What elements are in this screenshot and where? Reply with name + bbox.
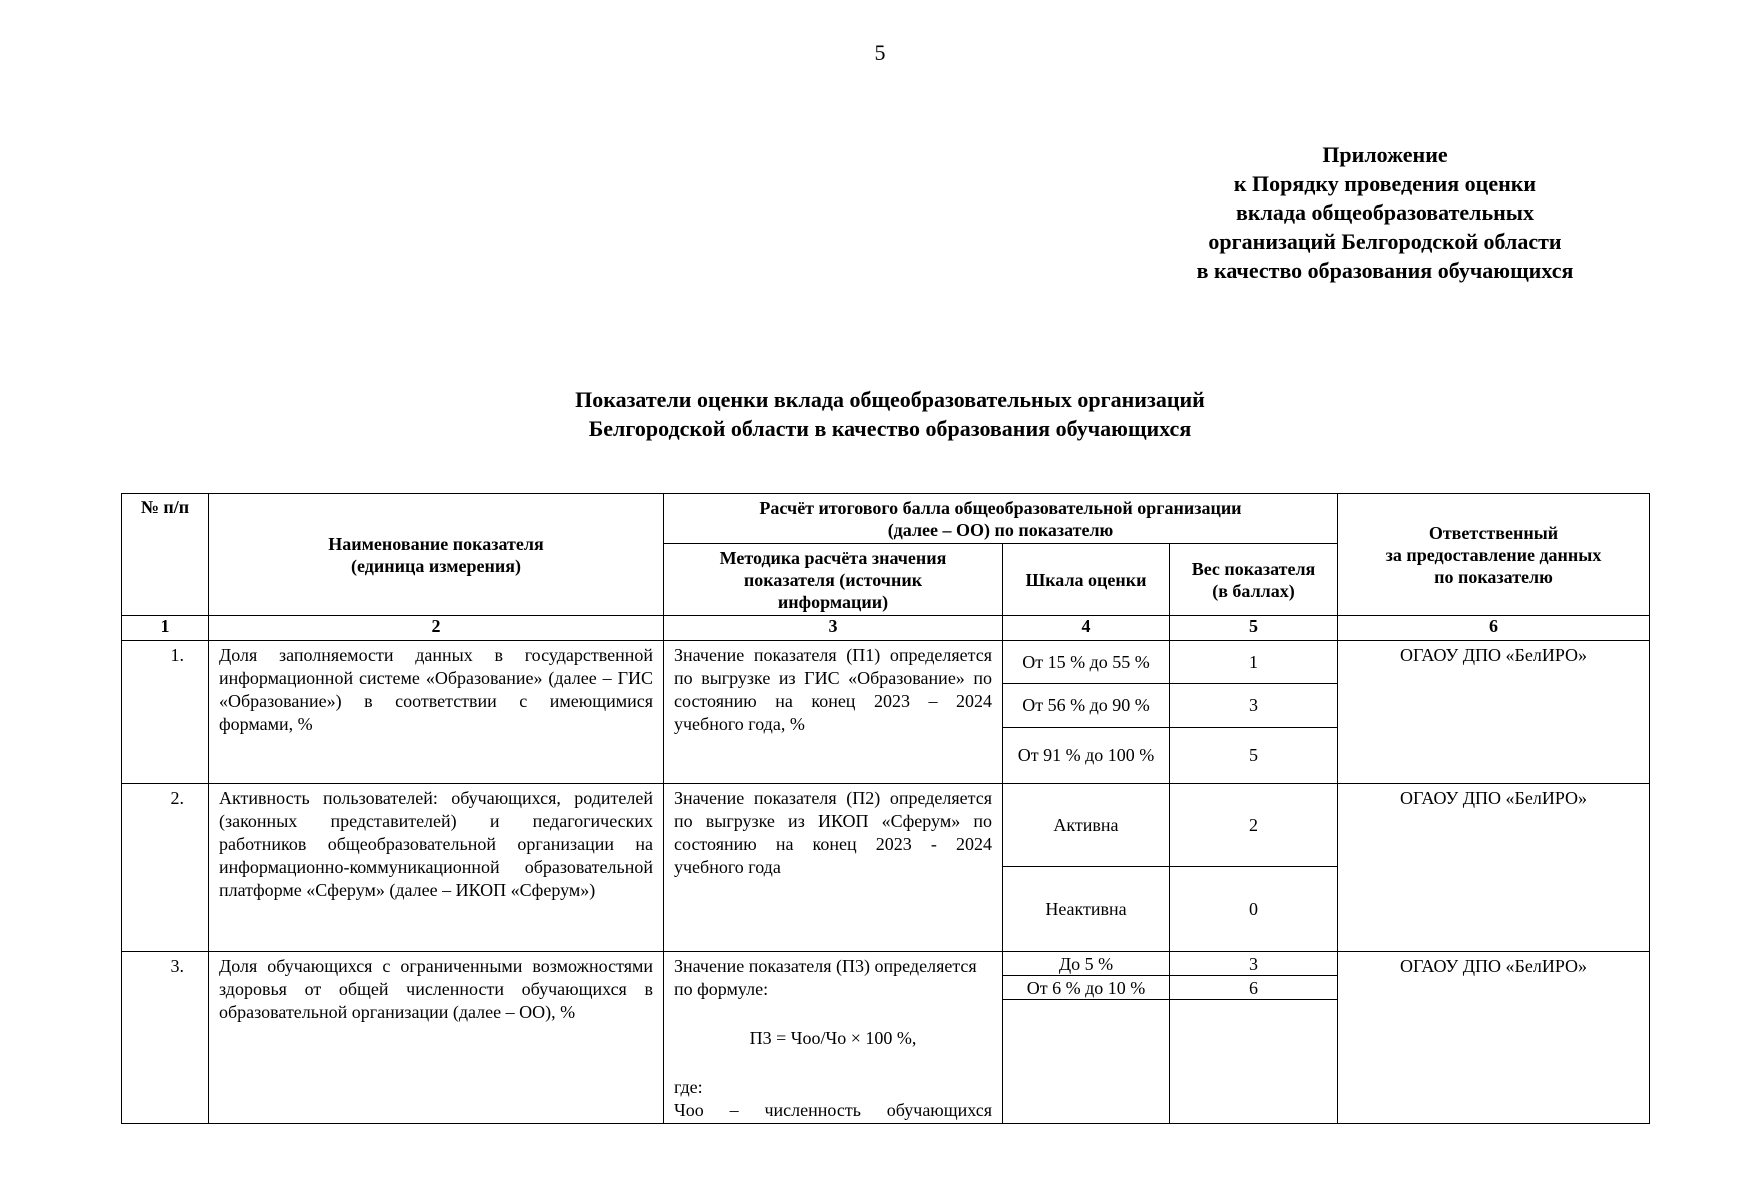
column-number: 3 — [664, 616, 1003, 641]
method-where: где: — [674, 1077, 703, 1097]
responsible-org: ОГАОУ ДПО «БелИРО» — [1338, 952, 1650, 1124]
column-number: 1 — [122, 616, 209, 641]
row-number: 3. — [122, 952, 209, 1124]
header-responsible: Ответственный за предоставление данных по показателю — [1338, 494, 1650, 616]
scale-value: От 6 % до 10 % — [1003, 976, 1170, 1000]
indicators-table — [121, 493, 1650, 1124]
weight-value: 0 — [1170, 867, 1338, 952]
appendix-line: Приложение — [1322, 142, 1448, 167]
indicator-name: Доля обучающихся с ограниченными возможностями здоровья от общей численности обучающихся в образовательной организации (далее – ОО), % — [209, 952, 664, 1124]
calculation-method: Значение показателя (П2) определяется по выгрузке из ИКОП «Сферум» по состоянию на конец 2023 - 2024 учебного года — [664, 784, 1003, 952]
calculation-method — [664, 952, 1003, 1124]
method-definition: Чоо – численность обучающихся — [674, 1100, 992, 1120]
weight-value: 3 — [1170, 684, 1338, 728]
column-number: 5 — [1170, 616, 1338, 641]
page-number: 5 — [874, 40, 886, 65]
column-number: 4 — [1003, 616, 1170, 641]
appendix-line: в качество образования обучающихся — [1196, 258, 1574, 283]
document-title — [330, 385, 1450, 443]
row-number: 1. — [122, 641, 209, 784]
responsible-org: ОГАОУ ДПО «БелИРО» — [1338, 641, 1650, 784]
header-weight: Вес показателя (в баллах) — [1170, 544, 1338, 616]
header-num: № п/п — [122, 494, 209, 616]
appendix-line: вклада общеобразовательных — [1236, 200, 1534, 225]
column-number: 6 — [1338, 616, 1650, 641]
weight-value: 1 — [1170, 641, 1338, 684]
formula: П3 = Чоо/Чо × 100 %, — [749, 1028, 917, 1048]
weight-value: 5 — [1170, 728, 1338, 784]
indicator-name: Активность пользователей: обучающихся, родителей (законных представителей) и педагогических работников общеобразовательной организации на информационно-коммуникационной образовательной платформе «Сферум» (далее – ИКОП «Сферум») — [209, 784, 664, 952]
responsible-org: ОГАОУ ДПО «БелИРО» — [1338, 784, 1650, 952]
scale-value: Неактивна — [1003, 867, 1170, 952]
scale-value: До 5 % — [1003, 952, 1170, 976]
appendix-line: организаций Белгородской области — [1208, 229, 1562, 254]
appendix-line: к Порядку проведения оценки — [1233, 171, 1537, 196]
scale-value: Активна — [1003, 784, 1170, 867]
scale-value: От 91 % до 100 % — [1003, 728, 1170, 784]
indicator-name: Доля заполняемости данных в государственной информационной системе «Образование» (далее – ГИС «Образование») в соответствии с имеющимися формами, % — [209, 641, 664, 784]
empty-scale-cell — [1003, 1000, 1170, 1124]
title-line: Белгородской области в качество образования обучающихся — [588, 416, 1192, 441]
scale-value: От 15 % до 55 % — [1003, 641, 1170, 684]
header-name: Наименование показателя (единица измерения) — [209, 494, 664, 616]
title-line: Показатели оценки вклада общеобразовательных организаций — [575, 387, 1205, 412]
row-number: 2. — [122, 784, 209, 952]
weight-value: 3 — [1170, 952, 1338, 976]
column-number: 2 — [209, 616, 664, 641]
header-method: Методика расчёта значения показателя (источник информации) — [664, 544, 1003, 616]
calculation-method: Значение показателя (П1) определяется по выгрузке из ГИС «Образование» по состоянию на конец 2023 – 2024 учебного года, % — [664, 641, 1003, 784]
header-scale: Шкала оценки — [1003, 544, 1170, 616]
header-calc-group: Расчёт итогового балла общеобразовательной организации (далее – ОО) по показателю — [664, 494, 1338, 544]
method-intro: Значение показателя (П3) определяется по формуле: — [674, 956, 977, 999]
weight-value: 6 — [1170, 976, 1338, 1000]
empty-weight-cell — [1170, 1000, 1338, 1124]
scale-value: От 56 % до 90 % — [1003, 684, 1170, 728]
appendix-heading — [1150, 140, 1620, 285]
weight-value: 2 — [1170, 784, 1338, 867]
